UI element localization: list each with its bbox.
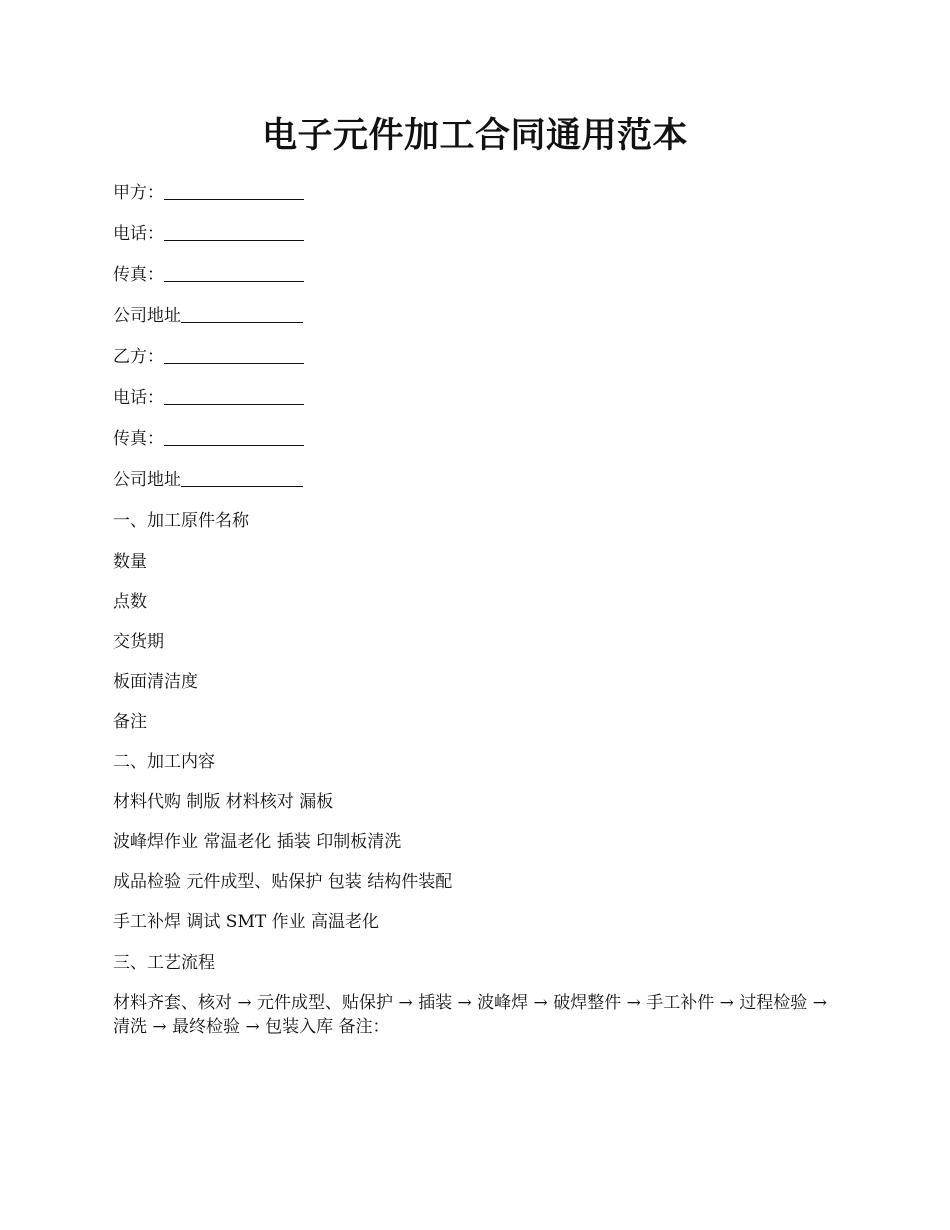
section1-heading: 一、加工原件名称 [113, 511, 249, 531]
party-b-address-line [113, 468, 303, 492]
document-title: 电子元件加工合同通用范本 [261, 115, 688, 156]
party-a-name-label: 甲方： [113, 183, 164, 203]
party-a-phone-label: 电话： [113, 224, 164, 244]
party-a-address-blank[interactable] [181, 304, 303, 323]
party-a-address-line [113, 304, 303, 328]
party-b-address-label: 公司地址 [113, 470, 181, 490]
section2-row: 手工补焊 调试 SMT 作业 高温老化 [113, 912, 380, 932]
section2-row: 波峰焊作业 常温老化 插装 印制板清洗 [113, 832, 402, 852]
party-b-name-line [113, 345, 304, 369]
party-b-phone-blank[interactable] [164, 386, 304, 405]
section1-item-remarks: 备注 [113, 712, 147, 732]
party-b-phone-label: 电话： [113, 388, 164, 408]
section3-process-flow: 材料齐套、核对 → 元件成型、贴保护 → 插装 → 波峰焊 → 破焊整件 → 手工补件 → 过程检验 → 清洗 → 最终检验 → 包装入库 备注： [113, 993, 827, 1037]
section2-row: 材料代购 制版 材料核对 漏板 [113, 792, 334, 812]
party-a-name-blank[interactable] [164, 181, 304, 200]
section3-heading: 三、工艺流程 [113, 953, 215, 973]
party-b-name-blank[interactable] [164, 345, 304, 364]
party-a-name-line [113, 181, 304, 205]
party-b-phone-line [113, 386, 304, 410]
party-a-fax-label: 传真： [113, 265, 164, 285]
party-b-address-blank[interactable] [181, 468, 303, 487]
party-b-fax-line [113, 427, 304, 451]
party-a-address-label: 公司地址 [113, 306, 181, 326]
party-a-fax-blank[interactable] [164, 263, 304, 282]
section1-item-delivery: 交货期 [113, 632, 164, 652]
section1-item-points: 点数 [113, 592, 147, 612]
party-b-name-label: 乙方： [113, 347, 164, 367]
party-a-fax-line [113, 263, 304, 287]
section1-item-quantity: 数量 [113, 552, 147, 572]
party-a-phone-blank[interactable] [164, 222, 304, 241]
party-b-fax-blank[interactable] [164, 427, 304, 446]
section2-row: 成品检验 元件成型、贴保护 包装 结构件装配 [113, 872, 453, 892]
section2-heading: 二、加工内容 [113, 752, 215, 772]
party-a-phone-line [113, 222, 304, 246]
party-b-fax-label: 传真： [113, 429, 164, 449]
section1-item-cleanliness: 板面清洁度 [113, 672, 198, 692]
